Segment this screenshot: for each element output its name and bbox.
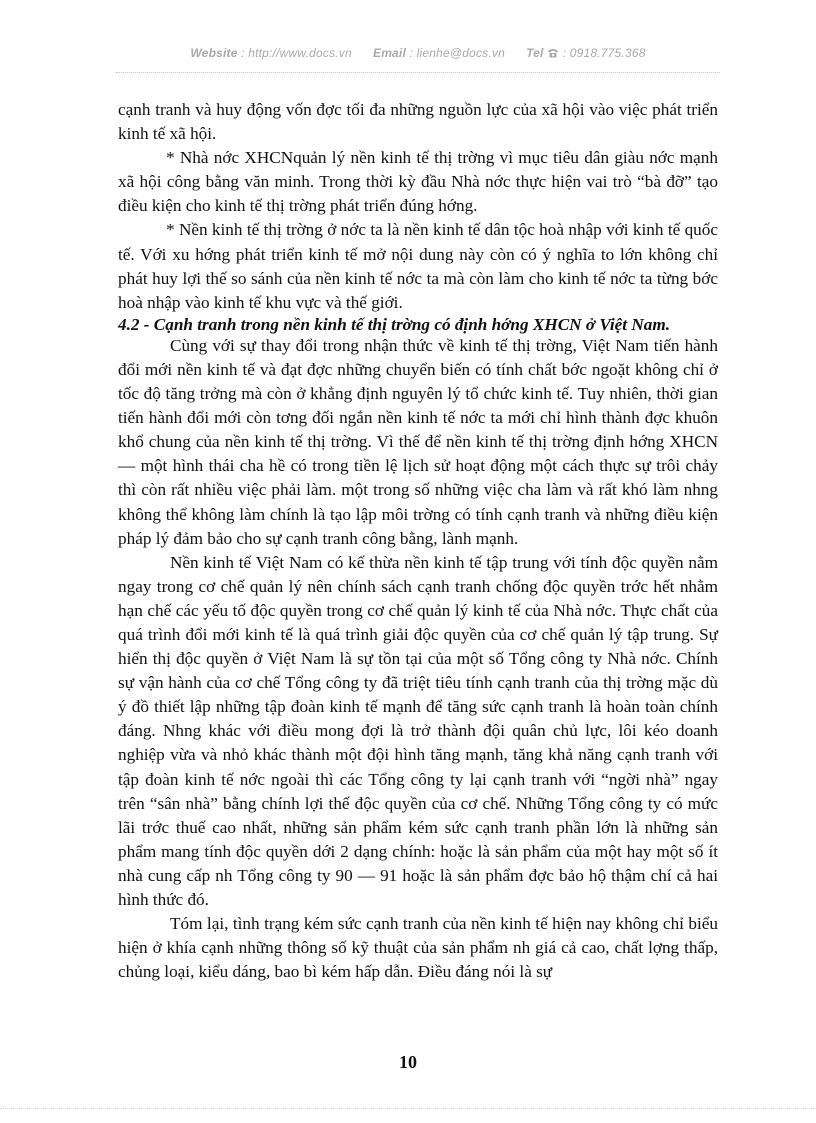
paragraph: cạnh tranh và huy động vốn đợc tối đa những nguồn lực của xã hội vào việc phát triển kinh tế xã hội. <box>118 100 718 144</box>
page-header: Website : http://www.docs.vn Email : lienhe@docs.vn Tel : 0918.775.368 <box>190 46 646 60</box>
page-number: 10 <box>399 1052 417 1072</box>
paragraph: Nền kinh tế Việt Nam có kế thừa nền kinh tế tập trung với tính độc quyền nằm ngay trong cơ chế quản lý nên chính sách cạnh tranh chống độc quyền trớc hết nhằm hạn chế các yếu tố độc quyền trong cơ chế quản lý kinh tế của Nhà nớc. Thực chất của quá trình đổi mới kinh tế là quá trình giải độc quyền của cơ chế quản lý tập trung. Sự hiển thị độc quyền ở Việt Nam là sự tồn tại của một số Tổng công ty Nhà nớc. Chính sự vận hành của cơ chế Tổng công ty đã triệt tiêu tính cạnh tranh của thị trờng mặc dù ý đồ thiết lập những tập đoàn kinh tế mạnh để tăng sức cạnh tranh là hoàn toàn chính đáng. Nhng khác với điều mong đợi là trở thành đội quân chủ lực, lôi kéo doanh nghiệp vừa và nhỏ khác thành một đội hình tăng mạnh, tăng khả năng cạnh tranh với tập đoàn kinh tế nớc ngoài thì các Tổng công ty lại cạnh tranh với “ngời nhà” ngay trên “sân nhà” bằng chính lợi thế độc quyền của cơ chế. Những Tổng công ty có mức lãi trớc thuế cao nhất, những sản phẩm kém sức cạnh tranh phần lớn là những sản phẩm mang tính độc quyền dới 2 dạng chính: hoặc là sản phẩm của một hay một số ít nhà cung cấp nh Tổng công ty 90 — 91 hoặc là sản phẩm đợc bảo hộ thậm chí cả hai hình thức đó. <box>118 552 718 909</box>
header-divider <box>116 72 720 73</box>
paragraph: Cùng với sự thay đổi trong nhận thức về kinh tế thị trờng, Việt Nam tiến hành đổi mới nền kinh tế và đạt đợc những chuyển biến có tính chất bớc ngoặt không chỉ ở tốc độ tăng trởng mà còn ở khẳng định nguyên lý tổ chức kinh tế. Tuy nhiên, thời gian tiến hành đổi mới còn tơng đối ngắn nền kinh tế nớc ta mới chỉ hình thành đợc khuôn khổ chung của nền kinh tế thị trờng. Vì thế để nền kinh tế thị trờng định hớng XHCN — một hình thái cha hề có trong tiền lệ lịch sử hoạt động một cách thực sự trôi chảy thì còn rất nhiều việc phải làm. một trong số những việc cha làm và rất khó làm nhng không thể không làm chính là tạo lập môi trờng có tính cạnh tranh và những điều kiện pháp lý đảm bảo cho sự cạnh tranh công bằng, lành mạnh. <box>118 335 718 548</box>
paragraph: * Nền kinh tế thị trờng ở nớc ta là nền kinh tế dân tộc hoà nhập với kinh tế quốc tế. Với xu hớng phát triển kinh tế mở nội dung này còn có ý nghĩa to lớn không chỉ phát huy lợi thế so sánh của nền kinh tế nớc ta mà còn làm cho kinh tế nớc ta từng bớc hoà nhập vào kinh tế khu vực và thế giới. <box>118 220 718 312</box>
tel-label: Tel <box>526 46 544 60</box>
document-body <box>118 98 718 984</box>
website-label: Website <box>190 46 238 60</box>
section-heading: 4.2 - Cạnh tranh trong nền kinh tế thị trờng có định hớng XHCN ở Việt Nam. <box>118 314 671 334</box>
email-address[interactable]: lienhe@docs.vn <box>416 46 505 60</box>
paragraph: Tóm lại, tình trạng kém sức cạnh tranh của nền kinh tế hiện nay không chỉ biểu hiện ở khía cạnh những thông số kỹ thuật của sản phẩm nh giá cả cao, chất lợng thấp, chủng loại, kiểu dáng, bao bì kém hấp dẫn. Điều đáng nói là sự <box>118 914 718 982</box>
paragraph: * Nhà nớc XHCNquản lý nền kinh tế thị trờng vì mục tiêu dân giàu nớc mạnh xã hội công bằng văn minh. Trong thời kỳ đầu Nhà nớc thực hiện vai trò “bà đỡ” tạo điều kiện cho kinh tế thị trờng phát triển đúng hớng. <box>118 148 718 216</box>
footer-divider <box>0 1108 816 1109</box>
phone-icon <box>547 46 563 60</box>
website-url[interactable]: http://www.docs.vn <box>248 46 352 60</box>
email-label: Email <box>372 46 406 60</box>
tel-number: 0918.775.368 <box>569 46 646 60</box>
